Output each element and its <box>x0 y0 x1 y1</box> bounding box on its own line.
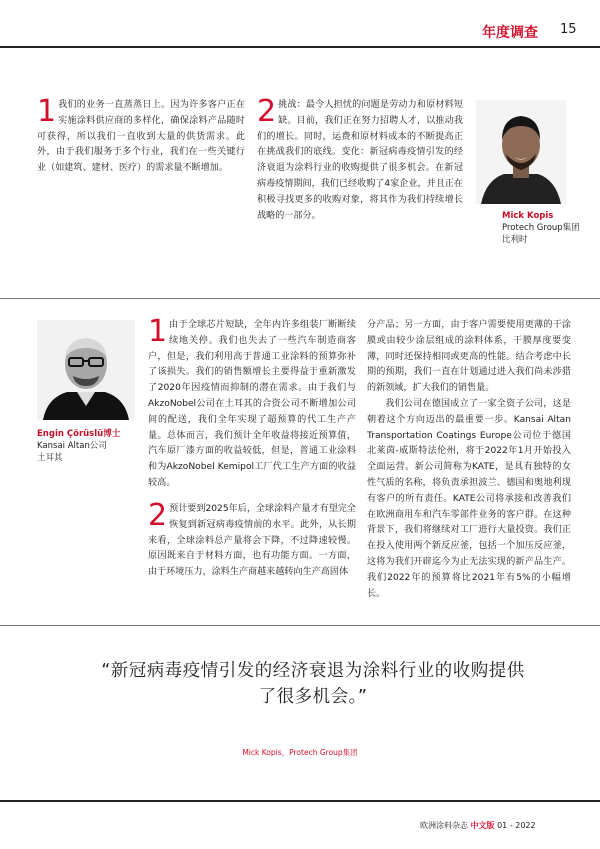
section-title: 年度调查 <box>482 25 538 41</box>
portrait-engin-coruslu <box>37 320 135 420</box>
drop-number: 1 <box>148 314 168 349</box>
paragraph: 分产品；另一方面，由于客户需要使用更薄的干涂膜或由较少涂层组成的涂料体系，干膜厚度要变薄，同时还保持相同或更高的性能。结合考虑中长期的预期，我们一直在计划通过进入我们尚未涉猎的新领域，扩大我们的销售量。 <box>367 320 571 394</box>
section-divider <box>0 298 600 299</box>
answer-1-block <box>148 314 356 492</box>
answer-2-block <box>148 498 356 581</box>
footer-rule <box>0 800 600 802</box>
magazine-name: 欧洲涂料杂志 <box>420 821 468 830</box>
person-name: Mick Kopis <box>502 211 554 221</box>
answer-text: 挑战：最令人担忧的问题是劳动力和原材料短缺。目前，我们正在努力招聘人才，以推动我们的增长。同时，运费和原材料成本的不断提高正在挑战我们的底线。变化：新冠病毒疫情引发的经济衰退为涂料行业的收购提供了很多机会。在新冠病毒疫情期间，我们已经收购了4家企业，并且正在积极寻找更多的收购对象，将其作为我们持续增长战略的一部分。 <box>257 100 463 221</box>
portrait-image <box>37 320 135 420</box>
page-number: 15 <box>560 22 577 37</box>
answer-text: 预计要到2025年后，全球涂料产量才有望完全恢复到新冠病毒疫情前的水平。此外，从长期来看，全球涂料总产量将会下降，不过降速较慢。原因既来自于材料方面，也有功能方面。一方面，由于环境压力，涂料生产商越来越转向生产高固体 <box>148 504 356 578</box>
issue-number: 01 - 2022 <box>497 821 536 830</box>
quote-attribution: Mick Kopis，Protech Group集团 <box>242 748 358 757</box>
caption-mick-kopis <box>502 210 592 246</box>
person-name: Engin Çörüslü博士 <box>37 429 121 439</box>
portrait-mick-kopis <box>476 100 566 204</box>
answer-text: 由于全球芯片短缺，全年内许多组装厂断断续续地关停。我们也失去了一些汽车制造商客户，但是，我们利用高于普通工业涂料的预算弥补了该损失。我们的销售额增长主要得益于重新激发了2020年因疫情而抑制的潜在需求。由于我们与AkzoNobel公司在土耳其的合资公司不断增加公司间的配送，我们全年实现了超预算的代工生产产量。总体而言，我们预计全年收益将接近预算值，汽车原厂漆方面的收益较低，但是，普通工业涂料和为AkzoNobel Kemipol工厂代工生产方面的收益较高。 <box>148 320 356 488</box>
footer-credit <box>420 820 536 831</box>
answer-1-block <box>37 94 245 177</box>
person-company: Protech Group集团 <box>502 223 580 233</box>
paragraph: 我们公司在德国成立了一家全资子公司，这是朝着这个方向迈出的最重要一步。Kansai Altan Transportation Coatings Europe公司位于德国北莱茵-威斯特法伦州，将于2022年1月开始投入全面运营。新公司简称为KATE，是具有独特的女性气质的名称，将负责承担波兰、德国和奥地利现有客户的所有责任。KATE公司将承接和改善我们在欧洲商用车和汽车零部件业务的客户群。在这种背景下，我们将继续对工厂进行大量投资。我们正在投入使用两个新反应釜，包括一个加压反应釜，这将为我们开辟迄今为止无法实现的新产品生产。我们2022年的预算将比2021年有5%的小幅增长。 <box>367 398 571 599</box>
person-company: Kansai Altan公司 <box>37 441 107 451</box>
answer-2-block <box>257 94 463 224</box>
caption-engin-coruslu <box>37 428 147 464</box>
person-country: 土耳其 <box>37 453 63 463</box>
pull-quote: “新冠病毒疫情引发的经济衰退为涂料行业的收购提供了很多机会。” <box>101 661 525 707</box>
edition-label: 中文版 <box>470 821 495 830</box>
answer-text: 我们的业务一直蒸蒸日上。因为许多客户正在实施涂料供应商的多样化，确保涂料产品随时可获得，所以我们一直收到大量的供货需求。此外，由于我们服务于多个行业，我们在一些关键行业（如建筑、建材、医疗）的需求量不断增加。 <box>37 100 245 174</box>
section-divider <box>0 625 600 626</box>
drop-number: 2 <box>148 498 168 533</box>
answer-continuation <box>367 318 571 602</box>
drop-number: 1 <box>37 94 57 129</box>
header-rule <box>0 46 600 48</box>
drop-number: 2 <box>257 94 277 129</box>
portrait-image <box>476 100 566 204</box>
person-country: 比利时 <box>502 235 528 245</box>
